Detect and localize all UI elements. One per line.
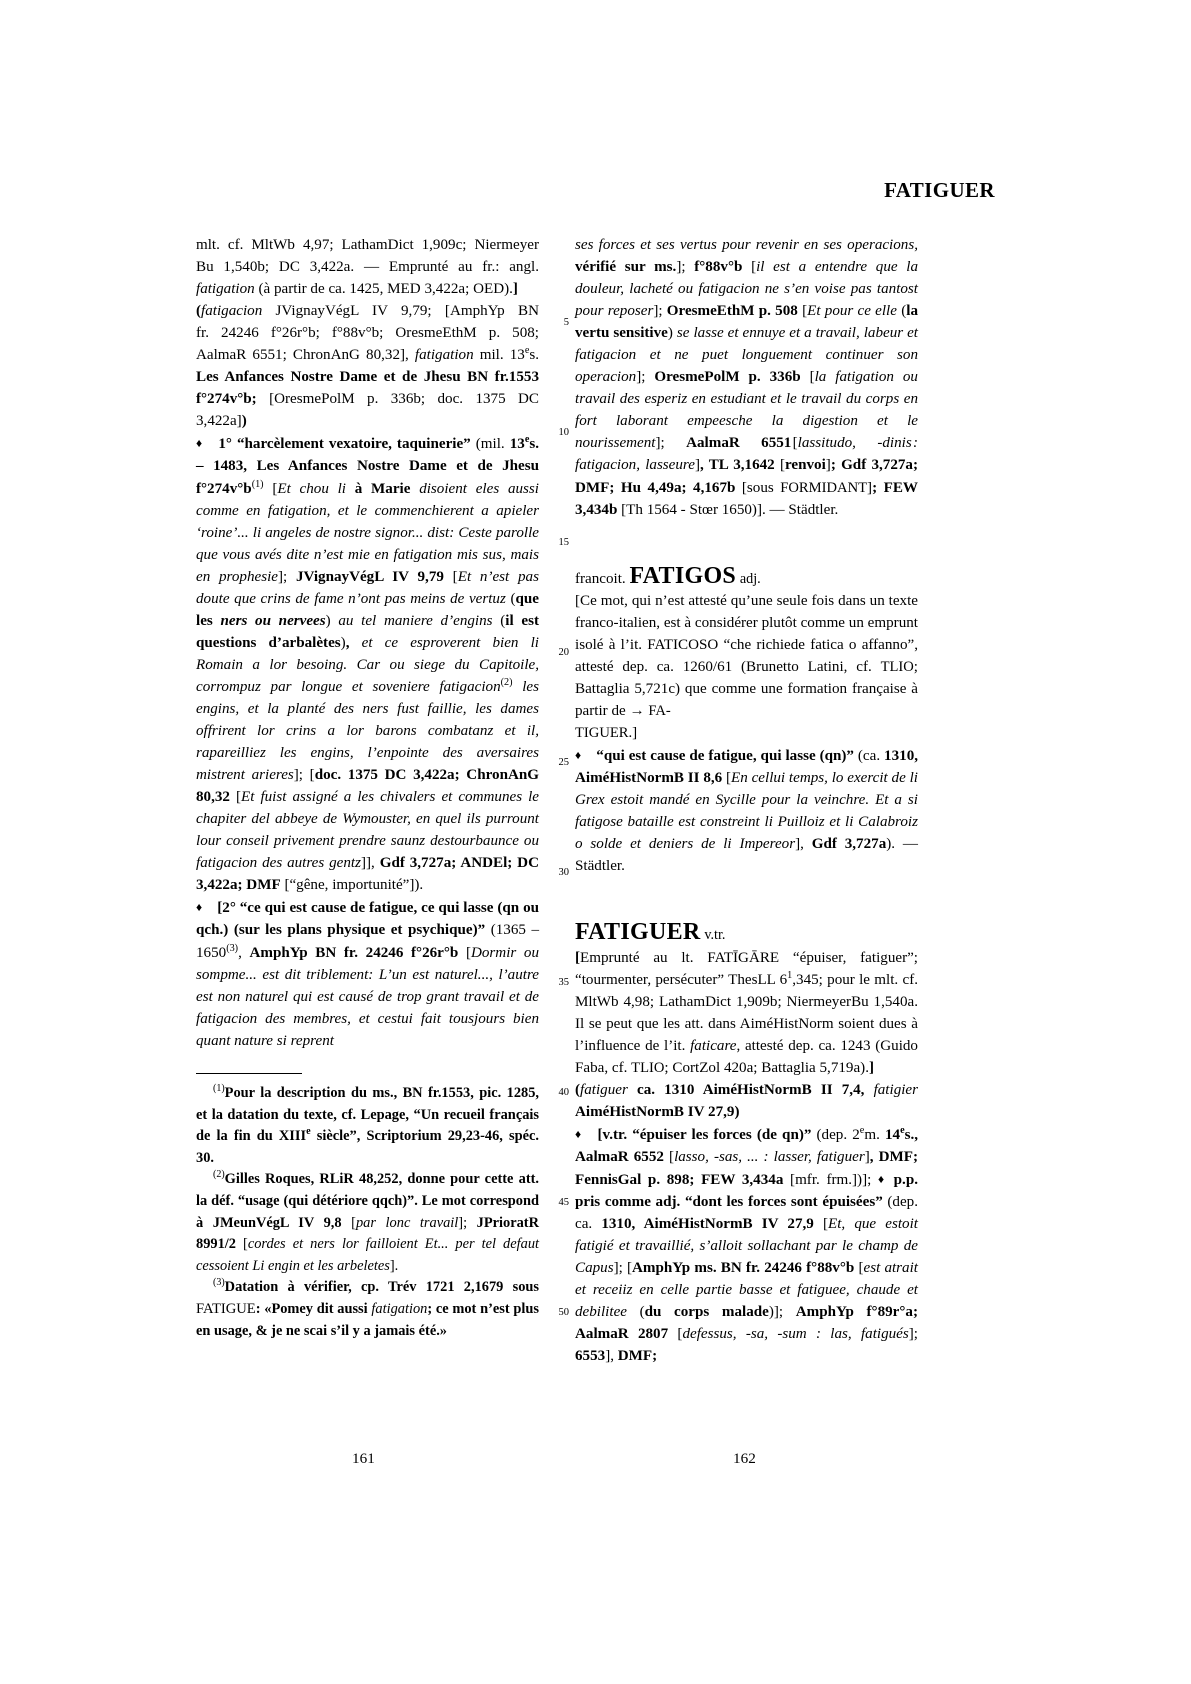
fatiguer-headword-line: [575, 921, 918, 946]
para-sense-2: ♦ [2° “ce qui est cause de fatigue, ce qui lasse (qn ou qch.) (sur les plans physique et psychique)” (1365 – 1650$^{(3)}$, AmphYp BN fr. 24246 f°26r°b [Dormir ou sompme... est dit triblement: L’un est naturel..., l’autre est non naturel qui est causé de trop grant travail et de fatigacion des membres, et cestui fait tousjours bien quant nature si reprent: [196, 900, 540, 1049]
footnote-2: $^{(2)}$Gilles Roques, RLiR 48,252, donne pour cette att. la déf. “usage (qui détériore qqch)”. Le mot correspond à JMeunVégL IV 9,8 [par lonc travail]; JPrioratR 8991/2 [cordes et ners lor failloient Et... per tel defaut cessoient Li engin et les arbeletes].: [196, 1169, 540, 1274]
footnote-2-mark: (2): [213, 1169, 225, 1181]
line-number: 10: [558, 427, 569, 438]
line-number: 5: [563, 317, 569, 328]
footnote-separator-rule: [196, 1073, 302, 1074]
fatigos-pos: adj.: [739, 570, 761, 587]
para-sense-1: ♦ 1° “harcèlement vexatoire, taquinerie” (mil. 13es. – 1483, Les Anfances Nostre Dame et de Jhesu $f^\circ 274v^\circ b^{(1)}$ [Et chou li à Marie disoient eles aussi comme en fatigation, et le commenchierent a apieler ‘roine’... li angeles de nostre signor... dist: Ceste parolle que vous avés dite n’est mie en fatigation mis sus, mais en prophesie]; JVignayVégL IV 9,79 [Et n’est pas doute que crins de fame n’ont pas meins de vertuz (que les ners ou nervees) au tel maniere d’engins (il est questions d’arbalètes), et ce esproverent bien li Romain a lor besoing. Car ou siege du Capitoile, corrompuz par longue et soveniere fatigacion$^{(2)}$ les engins, et la planté des ners fust faillie, les dames offrirent lor crins a lor barons combatanz et il, rapareilliez les engins, l’enpointe des aversaires mistrent arieres]; [doc. 1375 DC 3,422a; ChronAnG 80,32 [Et fuist assigné a les chivalers et communes le chapiter del abbeye de Wymouster, en quel ils purrount lour conseil privement prendre saunz destourbaunce ou fatigacion des autres gentz]], Gdf 3,727a; ANDEl; DC 3,422a; DMF [“gêne, importunité”]).: [196, 434, 540, 894]
entry-fatiguer: [575, 921, 918, 1367]
fatiguer-pos: v.tr.: [704, 927, 726, 944]
line-number: 30: [558, 867, 569, 878]
right-column-text: [575, 234, 918, 1367]
line-number: 35: [558, 977, 569, 988]
para-fatigos-etymology: [Ce mot, qui n’est attesté qu’une seule fois dans un texte franco-italien, est à considérer plutôt comme un emprunt isolé à l’it. FATICOSO “che richiede fatica o affanno”, attesté dep. ca. 1260/61 (Brunetto Latini, cf. TLIO; Battaglia 5,721c) que comme une formation française à partir de → FA- TIGUER.]: [575, 592, 918, 742]
line-number: 20: [558, 647, 569, 658]
fatigos-headword-line: [575, 562, 918, 590]
entry-fatigos: [575, 562, 919, 878]
para-fatiguer-sense: ♦ [v.tr. “épuiser les forces (de qn)” (dep. 2em. 14es., AalmaR 6552 [lasso, -sas, ... : lasser, fatiguer], DMF; FennisGal p. 898; FEW 3,434a [mfr. frm.])]; ♦ p.p. pris comme adj. “dont les forces sont épuisées” (dep. ca. 1310, AiméHistNormB IV 27,9 [Et, que estoit fatigié et travaillié, s’alloit sollachant par le champ de Capus]; [AmphYp ms. BN fr. 24246 f°88v°b [est atrait et receiiz en celle partie basse et fatiguee, chaude et debilitee (du corps malade)]; AmphYp f°89r°a; AalmaR 2807 [defessus, -sa, -sum : las, fatigués]; 6553], DMF;: [575, 1124, 919, 1365]
line-number: 15: [558, 537, 569, 548]
fatiguer-headword: FATIGUER: [575, 919, 701, 946]
footnotes-block: [196, 1073, 539, 1342]
running-head: FATIGUER: [884, 178, 995, 202]
para-quotes-continued: ses forces et ses vertus pour revenir en ses operacions, vérifié sur ms.]; f°88v°b [il est a entendre que la douleur, lacheté ou fatigacion ne s’en voise pas tantost pour reposer]; OresmeEthM p. 508 [Et pour ce elle (la vertu sensitive) se lasse et ennuye et a travail, labeur et fatigacion et ne puet longuement continuer son operacion]; OresmePolM p. 336b [la fatigation ou travail des esperiz en estudiant et le travail du corps en fort laborant empeesche la digestion et le nourissement]; AalmaR 6551 [lassitudo, -dinis : fatigacion, lasseure], TL 3,1642 [renvoi]; Gdf 3,727a; DMF; Hu 4,49a; 4,167b [sous FORMIDANT]; FEW 3,434b [Th 1564 - Stœr 1650)]. — Städtler.: [575, 237, 919, 518]
line-number: 45: [558, 1197, 569, 1208]
fatigos-headword: FATIGOS: [629, 562, 737, 589]
para-fatiguer-attestations: (fatiguer ca. 1310 AiméHistNormB II 7,4, fatigier AiméHistNormB IV 27,9): [575, 1081, 919, 1120]
para-etymology-continued: mlt. cf. MltWb 4,97; LathamDict 1,909c; NiermeyerBu 1,540b; DC 3,422a. — Emprunté au fr.: angl. fatigation (à partir de ca. 1425, MED 3,422a; OED).]: [196, 237, 539, 298]
footnote-3-mark: (3): [213, 1277, 225, 1289]
footnote-1: $^{(1)}$Pour la description du ms., BN fr.1553, pic. 1285, et la datation du texte, cf. Lepage, “Un recueil français de la fin du XIIIe siècle”, Scriptorium 29,23-46, spéc. 30.: [196, 1083, 539, 1166]
footnote-1-mark: (1): [213, 1083, 225, 1095]
para-attestations: (fatigacion JVignayVégL IV 9,79; [AmphYp BN fr. 24246 f°26r°b; f°88v°b; OresmeEthM p. 508; AalmaR 6551; ChronAnG 80,32], fatigation mil. 13es. Les Anfances Nostre Dame et de Jhesu BN fr.1553 f°274v°b; [OresmePolM p. 336b; doc. 1375 DC 3,422a]): [196, 303, 539, 430]
folio-right: 162: [733, 1450, 756, 1467]
left-column-text: [196, 234, 539, 1052]
para-fatiguer-etymology: [Emprunté au lt. FATĪGĀRE “épuiser, fatiguer”; “tourmenter, persécuter” ThesLL $6^1,345$; pour le mlt. cf. MltWb 4,98; LathamDict 1,909b; NiermeyerBu 1,540a. Il se peut que les att. dans AiméHistNorm soient dues à l’influence de l’it. faticare, attesté dep. ca. 1243 (Guido Faba, cf. TLIO; CortZol 420a; Battaglia 5,719a).]: [575, 949, 918, 1076]
line-number-gutter: [549, 234, 569, 1364]
right-column: [558, 234, 919, 1365]
para-fatigos-sense: ♦ “qui est cause de fatigue, qui lasse (qn)” (ca. 1310, AiméHistNormB II 8,6 [En cellui temps, lo exercit de li Grex estoit mandé en Sycille pour la veinchre. Et a si fatigose bataille est constreint li Puilloiz et li Calabroiz o solde et deniers de li Impereor], Gdf 3,727a). — Städtler.: [575, 748, 919, 875]
line-number: 40: [558, 1087, 569, 1098]
fatigos-prefix: francoit.: [575, 570, 626, 587]
footnote-3: $^{(3)}$Datation à vérifier, cp. Trév 1721 2,1679 sous FATIGUE: «Pomey dit aussi fatigation; ce mot n’est plus en usage, & je ne scai s’il y a jamais été.»: [196, 1277, 539, 1339]
folio-left: 161: [352, 1450, 375, 1467]
line-number: 50: [558, 1307, 569, 1318]
line-number: 25: [558, 757, 569, 768]
